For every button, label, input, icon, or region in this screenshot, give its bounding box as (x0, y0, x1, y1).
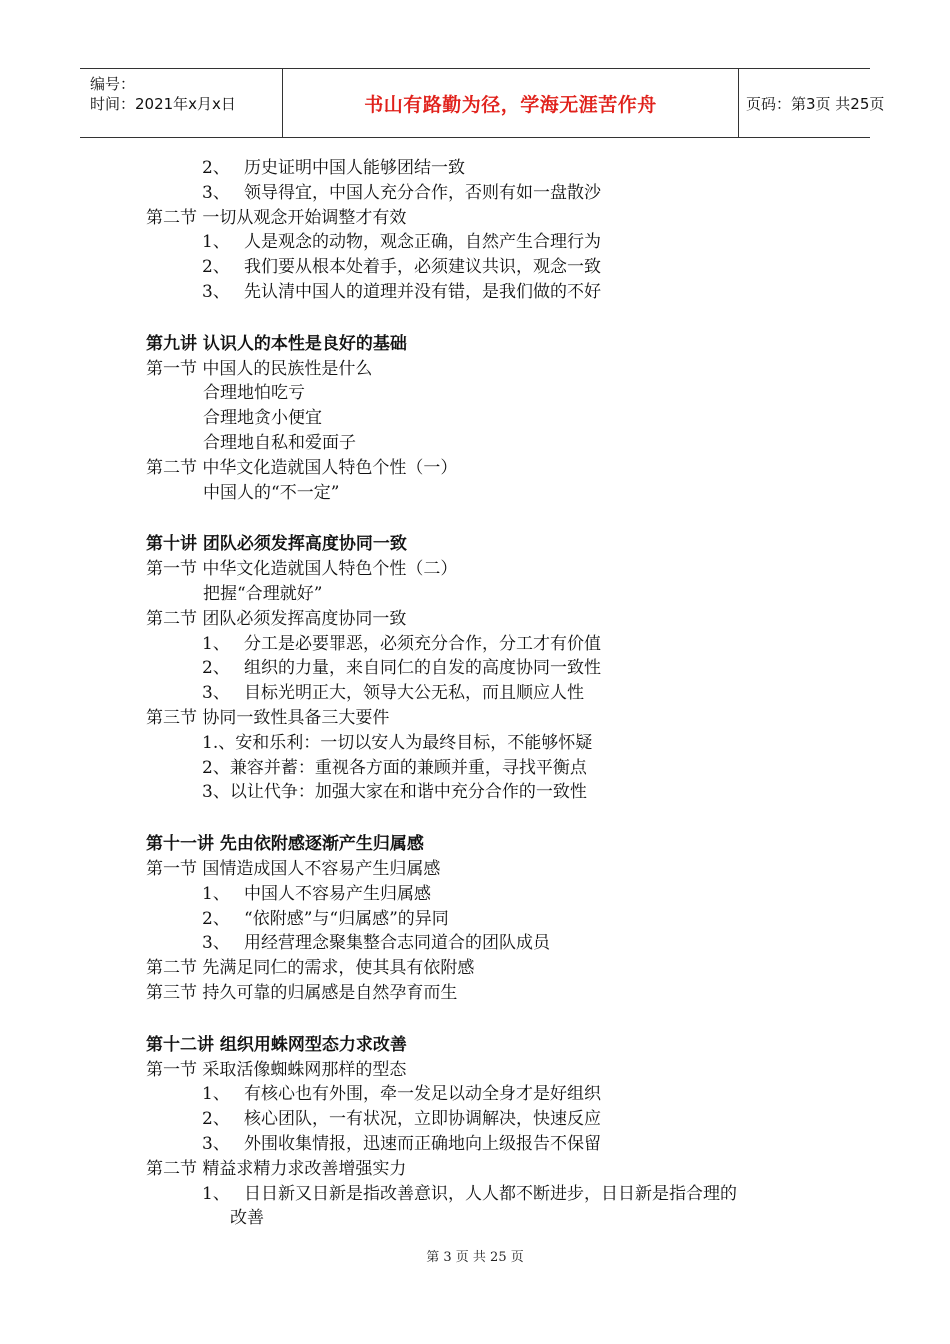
line-text: 第十二讲 组织用蛛网型态力求改善 (146, 1034, 407, 1055)
list-item-number: 2、 (202, 658, 230, 679)
section-title (146, 1058, 406, 1082)
list-item (202, 907, 449, 931)
page-footer: 第 3 页 共 25 页 (426, 1250, 524, 1265)
lecture-heading (146, 832, 424, 856)
list-item-number: 2、 (202, 257, 230, 278)
list-item (202, 1182, 737, 1206)
line-text: “依附感”与“归属感”的异同 (244, 908, 449, 929)
lecture-heading (146, 332, 407, 356)
line-text: 第一节 国情造成国人不容易产生归属感 (146, 859, 441, 879)
section-title (146, 607, 406, 631)
line-text: 组织的力量，来自同仁的自发的高度协同一致性 (244, 658, 601, 679)
line-text: 1.、安和乐利：一切以安人为最终目标，不能够怀疑 (202, 732, 593, 753)
sub-point (203, 406, 322, 430)
line-text: 目标光明正大，领导大公无私，而且顺应人性 (244, 683, 584, 704)
list-item (202, 1132, 601, 1156)
line-text: 核心团队，一有状况，立即协调解决，快速反应 (244, 1109, 601, 1130)
list-item-number: 1、 (202, 232, 230, 253)
header-page-info: 页码：第3页 共25页 (746, 94, 885, 113)
list-item (202, 632, 601, 656)
list-item-number: 2、 (202, 908, 230, 929)
section-title (146, 956, 474, 980)
line-text: 第二节 精益求精力求改善增强实力 (146, 1158, 407, 1179)
section-title (146, 357, 372, 381)
line-text: 外围收集情报，迅速而正确地向上级报告不保留 (244, 1134, 601, 1154)
section-title (146, 706, 389, 730)
line-text: 改善 (230, 1208, 264, 1229)
list-item (202, 931, 550, 955)
line-text: 第三节 协同一致性具备三大要件 (146, 708, 390, 728)
document-date: 时间：2021年x月x日 (90, 95, 236, 113)
section-title (146, 1157, 406, 1181)
list-item-number: 2、 (202, 158, 230, 178)
line-text: 3、以让代争：加强大家在和谐中充分合作的一致性 (202, 782, 587, 803)
line-text: 领导得宜，中国人充分合作，否则有如一盘散沙 (244, 182, 601, 203)
line-text: 人是观念的动物，观念正确，自然产生合理行为 (244, 232, 601, 253)
line-text: 合理地自私和爱面子 (203, 433, 356, 453)
line-text: 日日新又日新是指改善意识，人人都不断进步，日日新是指合理的 (244, 1183, 737, 1204)
line-text: 中国人不容易产生归属感 (244, 883, 431, 904)
list-item (202, 1107, 601, 1131)
list-item-number: 2、 (202, 1109, 230, 1130)
list-item-number: 3、 (202, 282, 230, 302)
list-item (202, 1082, 601, 1106)
line-text: 第三节 持久可靠的归属感是自然孕育而生 (146, 983, 458, 1003)
sub-point (203, 481, 339, 505)
lecture-heading (146, 1033, 407, 1057)
list-item (202, 156, 465, 180)
section-title (146, 981, 457, 1005)
line-text: 第二节 团队必须发挥高度协同一致 (146, 608, 407, 629)
sub-point (203, 431, 356, 455)
list-item-number: 1、 (202, 1084, 230, 1105)
list-item (202, 280, 601, 304)
list-item-number: 3、 (202, 683, 230, 704)
list-item-number: 3、 (202, 933, 230, 954)
sub-point (203, 381, 305, 405)
lecture-heading (146, 532, 407, 556)
header-motto-cell (282, 69, 739, 137)
line-text: 第九讲 认识人的本性是良好的基础 (146, 333, 407, 354)
line-text: 第十一讲 先由依附感逐渐产生归属感 (146, 834, 424, 855)
list-item-number: 3、 (202, 1134, 230, 1154)
line-text: 历史证明中国人能够团结一致 (244, 158, 465, 178)
line-text: 第一节 中国人的民族性是什么 (146, 358, 373, 379)
list-item (202, 780, 587, 804)
line-text: 第一节 采取活像蜘蛛网那样的型态 (146, 1059, 407, 1080)
line-text: 第二节 一切从观念开始调整才有效 (146, 207, 407, 228)
line-text: 2、兼容并蓄：重视各方面的兼顾并重，寻找平衡点 (202, 757, 587, 778)
line-text: 第二节 先满足同仁的需求，使其具有依附感 (146, 958, 475, 979)
list-item-number: 1、 (202, 1183, 230, 1204)
line-text: 把握“合理就好” (203, 584, 323, 604)
section-title (146, 456, 457, 480)
sub-point (203, 582, 322, 606)
header-meta (80, 69, 282, 137)
list-item (202, 230, 601, 254)
list-item-number: 3、 (202, 182, 230, 203)
list-item (202, 255, 601, 279)
page-header (80, 68, 885, 138)
list-item (202, 181, 601, 205)
list-item (202, 681, 584, 705)
section-title (146, 206, 406, 230)
list-item (202, 882, 431, 906)
section-title (146, 557, 457, 581)
line-text: 我们要从根本处着手，必须建议共识，观念一致 (244, 257, 601, 278)
line-text: 合理地贪小便宜 (203, 408, 322, 429)
line-text: 用经营理念聚集整合志同道合的团队成员 (244, 933, 550, 954)
line-text: 第十讲 团队必须发挥高度协同一致 (146, 534, 407, 555)
document-number-label: 编号： (90, 75, 136, 93)
line-text: 分工是必要罪恶，必须充分合作，分工才有价值 (244, 633, 601, 654)
section-title (146, 857, 440, 881)
header-motto: 书山有路勤为径，学海无涯苦作舟 (364, 93, 657, 116)
line-text: 第一节 中华文化造就国人特色个性（二） (146, 559, 458, 580)
list-item (202, 756, 587, 780)
list-item (202, 656, 601, 680)
line-text: 中国人的“不一定” (203, 482, 340, 503)
list-item-continuation (230, 1206, 264, 1230)
line-text: 先认清中国人的道理并没有错，是我们做的不好 (244, 282, 601, 302)
line-text: 合理地怕吃亏 (203, 383, 305, 404)
list-item-number: 1、 (202, 633, 230, 654)
line-text: 有核心也有外围，牵一发足以动全身才是好组织 (244, 1084, 601, 1105)
list-item (202, 731, 592, 755)
line-text: 第二节 中华文化造就国人特色个性（一） (146, 457, 458, 478)
list-item-number: 1、 (202, 883, 230, 904)
